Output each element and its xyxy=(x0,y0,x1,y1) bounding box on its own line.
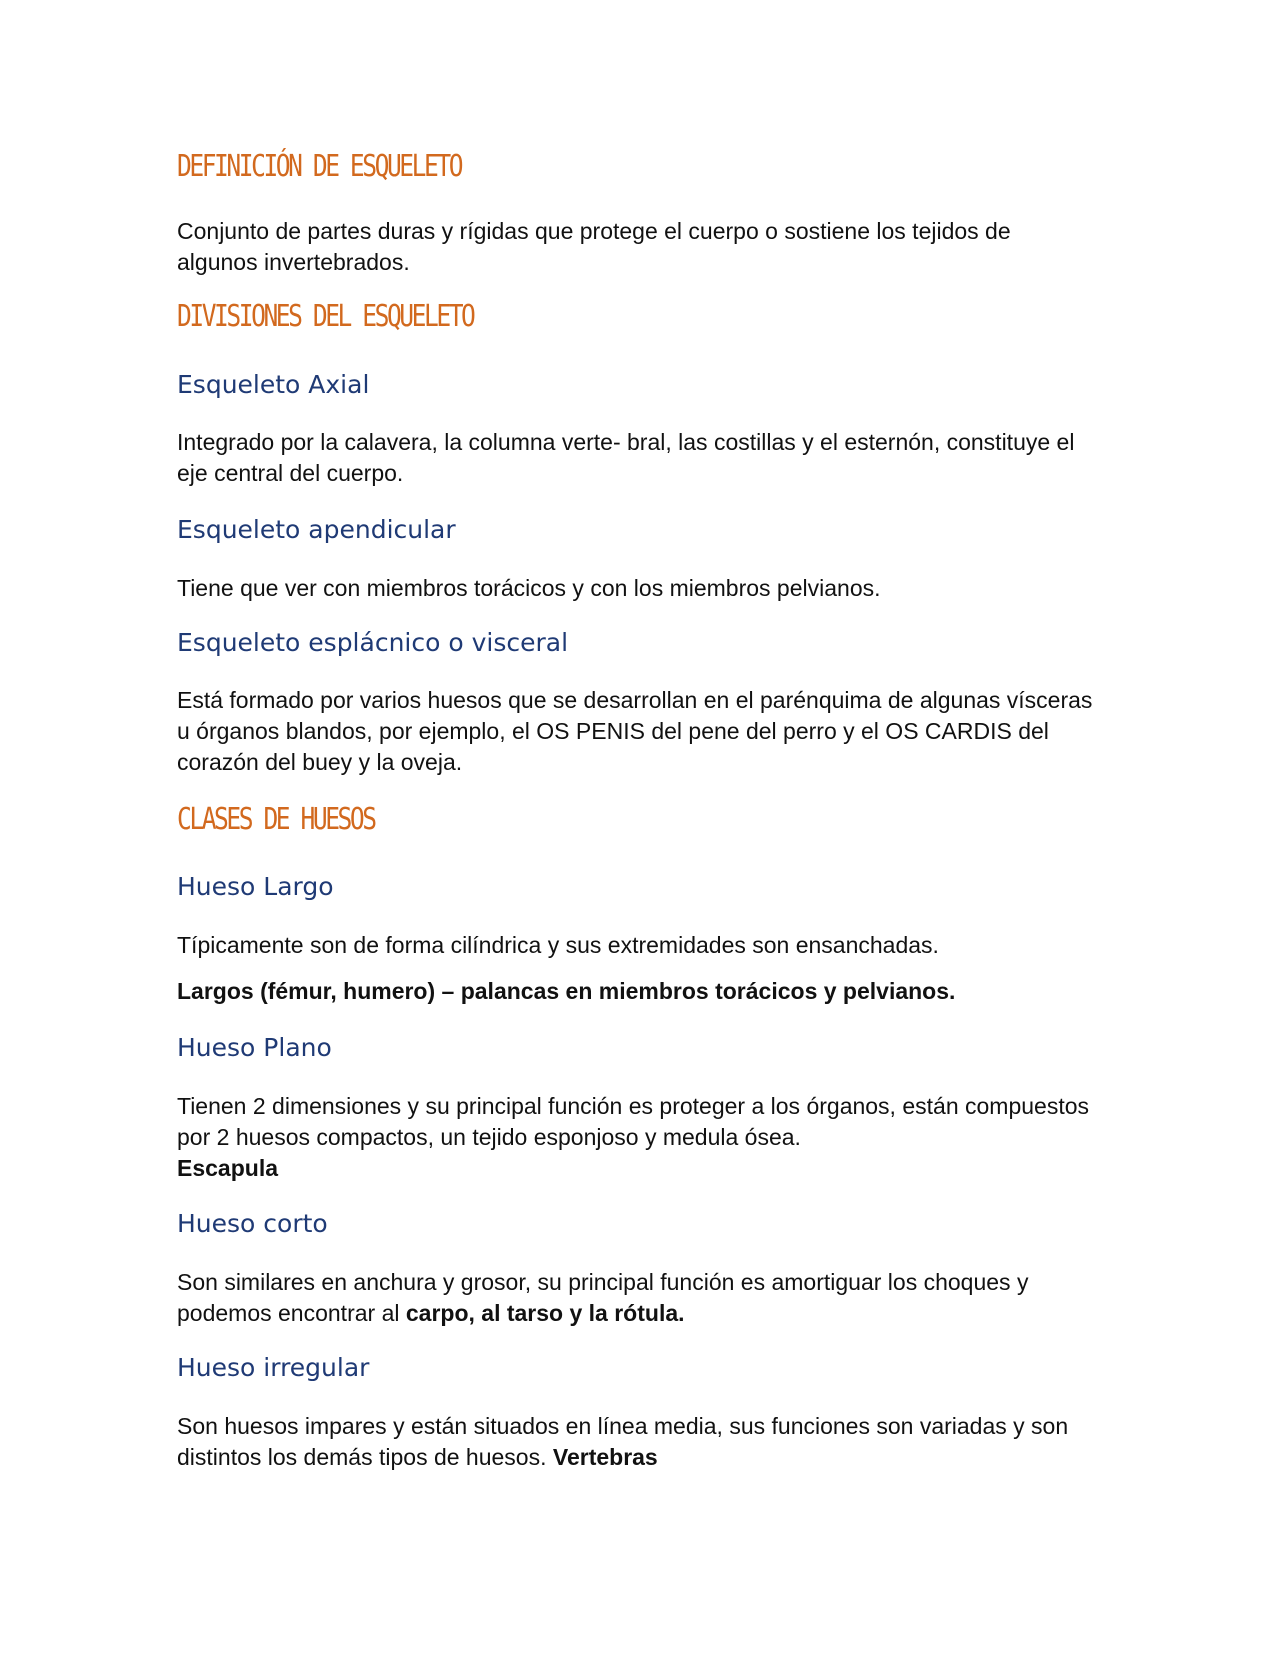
heading-clases: CLASES DE HUESOS xyxy=(177,802,375,837)
paragraph-definicion: Conjunto de partes duras y rígidas que protege el cuerpo o sostiene los tejidos de algunos invertebrados. xyxy=(177,218,1011,275)
paragraph-corto-text: Son similares en anchura y grosor, su principal función es amortiguar los choques y podemos encontrar al xyxy=(177,1269,1029,1326)
paragraph-irregular xyxy=(177,1411,1097,1473)
heading-divisiones: DIVISIONES DEL ESQUELETO xyxy=(177,299,474,334)
paragraph-axial: Integrado por la calavera, la columna verte- bral, las costillas y el esternón, constituye el eje central del cuerpo. xyxy=(177,429,1075,486)
subheading-irregular: Hueso irregular xyxy=(177,1353,370,1382)
subheading-esplacnico: Esqueleto esplácnico o visceral xyxy=(177,628,569,657)
paragraph-plano-text: Tienen 2 dimensiones y su principal función es proteger a los órganos, están compuestos por 2 huesos compactos, un tejido esponjoso y medula ósea. xyxy=(177,1093,1090,1150)
paragraph-largo: Típicamente son de forma cilíndrica y sus extremidades son ensanchadas. xyxy=(177,932,939,958)
subheading-apendicular: Esqueleto apendicular xyxy=(177,515,456,544)
paragraph-irregular-text: Son huesos impares y están situados en línea media, sus funciones son variadas y son distintos los demás tipos de huesos. xyxy=(177,1413,1069,1470)
paragraph-corto-bold: carpo, al tarso y la rótula. xyxy=(405,1300,685,1326)
subheading-corto: Hueso corto xyxy=(177,1209,328,1238)
paragraph-largo-bold: Largos (fémur, humero) – palancas en miembros torácicos y pelvianos. xyxy=(177,978,956,1004)
paragraph-corto xyxy=(177,1267,1097,1329)
subheading-largo: Hueso Largo xyxy=(177,872,334,901)
subheading-axial: Esqueleto Axial xyxy=(177,370,370,399)
paragraph-irregular-bold: Vertebras xyxy=(552,1444,658,1470)
subheading-plano: Hueso Plano xyxy=(177,1033,332,1062)
heading-definicion: DEFINICIÓN DE ESQUELETO xyxy=(177,149,462,184)
paragraph-esplacnico: Está formado por varios huesos que se desarrollan en el parénquima de algunas vísceras u órganos blandos, por ejemplo, el OS PENIS del pene del perro y el OS CARDIS del corazón del buey y la oveja. xyxy=(177,687,1093,775)
paragraph-apendicular: Tiene que ver con miembros torácicos y con los miembros pelvianos. xyxy=(177,575,881,601)
paragraph-plano-bold: Escapula xyxy=(177,1155,278,1181)
paragraph-plano xyxy=(177,1091,1097,1184)
